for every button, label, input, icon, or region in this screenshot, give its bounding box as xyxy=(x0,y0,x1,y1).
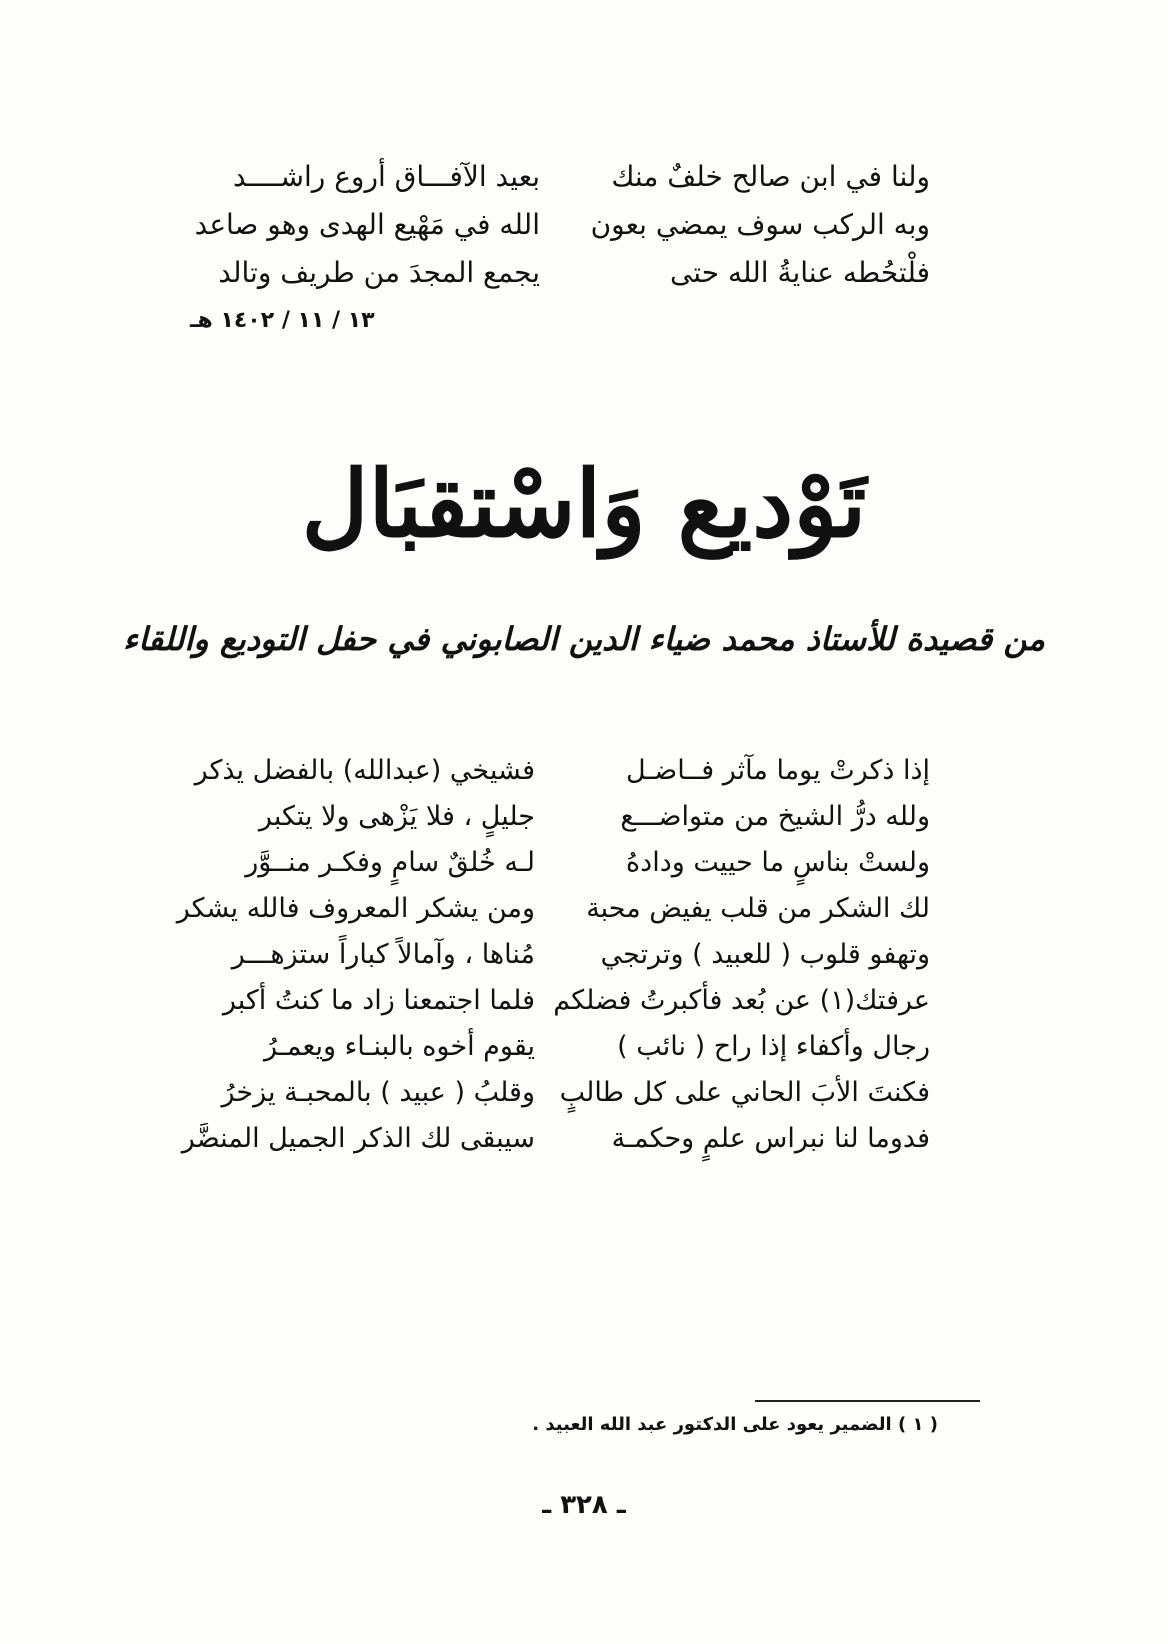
right-hemistich: ولستْ بناسٍ ما حييت ودادهُ xyxy=(626,847,930,878)
left-hemistich: ومن يشكر المعروف فالله يشكر xyxy=(176,893,535,924)
right-hemistich: فلْتحُطه عنايةُ الله حتى xyxy=(669,256,930,289)
left-hemistich: جليلٍ ، فلا يَزْهى ولا يتكبر xyxy=(258,801,535,832)
verse-line xyxy=(180,939,930,985)
right-hemistich: رجال وأكفاء إذا راح ( نائب ) xyxy=(617,1031,930,1062)
top-poem xyxy=(190,160,930,304)
verse-line xyxy=(190,256,930,304)
left-hemistich: بعيد الآفـــاق أروع راشــــد xyxy=(233,160,540,193)
right-hemistich: فكنتَ الأبَ الحاني على كل طالبٍ xyxy=(559,1077,930,1108)
left-hemistich: وقلبُ ( عبيد ) بالمحبـة يزخرُ xyxy=(221,1077,535,1108)
verse-line xyxy=(180,1123,930,1169)
verse-line xyxy=(190,160,930,208)
verse-line xyxy=(180,1031,930,1077)
left-hemistich: مُناها ، وآمالاً كباراً ستزهـــر xyxy=(231,939,535,970)
verse-line xyxy=(180,755,930,801)
footnote: ( ١ ) الضمير يعود على الدكتور عبد الله العبيد . xyxy=(532,1414,938,1435)
left-hemistich: فشيخي (عبدالله) بالفضل يذكر xyxy=(194,755,535,786)
right-hemistich: فدوما لنا نبراس علمٍ وحكمـة xyxy=(611,1123,930,1154)
main-poem xyxy=(176,755,930,1169)
footnote-divider xyxy=(755,1400,980,1402)
verse-line xyxy=(190,208,930,256)
right-hemistich: عرفتك(١) عن بُعد فأكبرتُ فضلكم xyxy=(553,985,930,1016)
right-hemistich: وتهفو قلوب ( للعبيد ) وترتجي xyxy=(600,939,930,970)
right-hemistich: لك الشكر من قلب يفيض محبة xyxy=(586,893,930,924)
left-hemistich: فلما اجتمعنا زاد ما كنتُ أكبر xyxy=(222,985,535,1016)
left-hemistich: يقوم أخوه بالبنـاء ويعمـرُ xyxy=(264,1031,535,1062)
verse-line xyxy=(180,985,930,1031)
right-hemistich: ولله درُّ الشيخ من متواضـــع xyxy=(620,801,930,832)
left-hemistich: يجمع المجدَ من طريف وتالد xyxy=(218,256,540,289)
verse-line xyxy=(180,847,930,893)
left-hemistich: الله في مَهْيع الهدى وهو صاعد xyxy=(194,208,540,241)
right-hemistich: إذا ذكرتْ يوما مآثر فــاضـل xyxy=(625,755,930,786)
page-title: تَوْديع وَاسْتقبَال xyxy=(301,450,867,558)
verse-line xyxy=(180,801,930,847)
verse-line xyxy=(180,1077,930,1123)
poem-date: ١٣ / ١١ / ١٤٠٢ هـ xyxy=(190,308,375,333)
page-number: ـ ٣٢٨ ـ xyxy=(542,1490,626,1520)
verse-line xyxy=(176,893,930,939)
right-hemistich: ولنا في ابن صالح خلفٌ منك xyxy=(611,160,930,193)
page-subtitle: من قصيدة للأستاذ محمد ضياء الدين الصابوني في حفل التوديع واللقاء xyxy=(123,620,1045,658)
right-hemistich: وبه الركب سوف يمضي بعون xyxy=(590,208,930,241)
left-hemistich: سيبقى لك الذكر الجميل المنضَّر xyxy=(181,1123,535,1154)
left-hemistich: لـه خُلقٌ سامٍ وفكـر منــوَّر xyxy=(245,847,535,878)
